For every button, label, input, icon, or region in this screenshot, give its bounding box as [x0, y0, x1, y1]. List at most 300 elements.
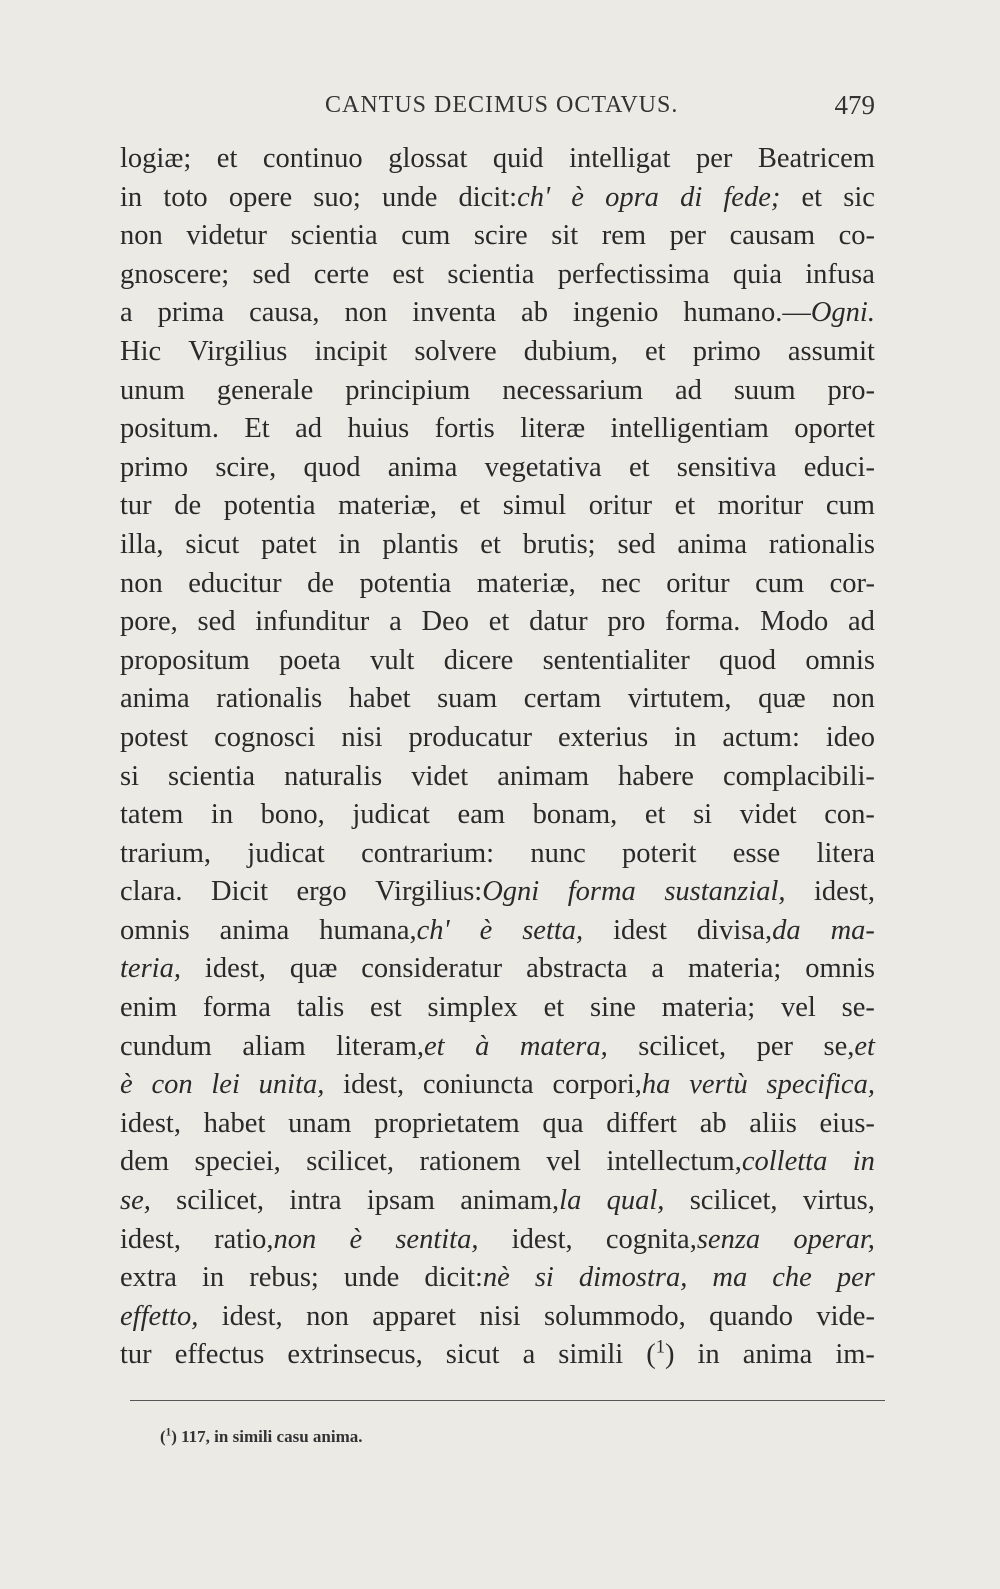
word: rationalis: [768, 528, 875, 560]
word: positum.: [120, 413, 219, 445]
word: vel: [780, 992, 816, 1024]
word: materia;: [687, 953, 782, 985]
word: ab: [699, 1107, 727, 1139]
word: certe: [313, 258, 370, 290]
word: Hic: [120, 335, 162, 367]
word: et: [628, 451, 650, 483]
footnote: ($^1$) 117, in simili casu anima.: [160, 1426, 363, 1446]
word: vegetativa: [484, 451, 602, 483]
word: omnis: [805, 953, 875, 985]
word: effetto,: [120, 1300, 199, 1332]
page-header: [120, 92, 875, 128]
word: et: [543, 992, 565, 1024]
word: perfectissima: [557, 258, 710, 290]
word: causa,: [249, 297, 320, 329]
word: divisa,da: [696, 914, 801, 946]
word: simul: [502, 490, 567, 522]
word: sicut: [185, 528, 240, 560]
word: anima: [677, 528, 747, 560]
word: patet: [261, 528, 317, 560]
word: scientia: [168, 760, 256, 792]
word: quando: [709, 1300, 793, 1332]
word: rem: [601, 220, 647, 252]
word: forma: [202, 992, 271, 1024]
word: co-: [838, 220, 875, 252]
word: quid: [492, 143, 544, 174]
word: virtutem,: [627, 683, 732, 715]
word: sed: [617, 528, 656, 560]
word: nisi: [479, 1300, 521, 1332]
word: vide-: [816, 1300, 875, 1332]
word: intelligat: [569, 143, 671, 174]
word: sed: [252, 258, 291, 290]
word: quæ: [289, 953, 338, 985]
word: et: [459, 490, 481, 522]
word: fortis: [434, 413, 495, 445]
text-line: [120, 410, 875, 449]
word: toto: [163, 181, 208, 213]
footnote-text: 117, in simili casu anima.: [176, 1427, 363, 1446]
word: setta,: [522, 914, 584, 946]
word: unde: [381, 181, 438, 213]
word: unita,: [258, 1069, 325, 1101]
page-number: 479: [834, 90, 875, 120]
word: vertù: [689, 1069, 748, 1101]
word: de: [307, 567, 335, 599]
text-line: [120, 1028, 875, 1067]
word: brutis;: [522, 528, 596, 560]
word: a: [389, 606, 402, 638]
body-text: [120, 140, 875, 1375]
word: coniuncta: [422, 1069, 534, 1101]
word: exterius: [557, 721, 649, 753]
word: cor-: [829, 567, 875, 599]
word: huius: [347, 413, 410, 445]
word: scilicet,: [638, 1030, 727, 1062]
word: ipsam: [366, 1185, 435, 1217]
word: intra: [289, 1185, 342, 1217]
word: pro-: [827, 374, 875, 406]
text-line: [120, 179, 875, 218]
word: literam,et: [336, 1030, 445, 1062]
word: apparet: [372, 1300, 457, 1332]
word: naturalis: [284, 760, 383, 792]
word: infunditur: [255, 606, 370, 638]
word: propositum: [120, 644, 250, 676]
word: anima: [120, 683, 190, 715]
word: Virgilius: [188, 335, 288, 367]
word: clara.: [120, 876, 183, 908]
word: infusa: [805, 258, 875, 290]
word: in: [852, 1146, 875, 1178]
word: bono,: [260, 799, 325, 831]
word: potentia: [359, 567, 452, 599]
word: teria,: [120, 953, 181, 985]
word: extrinsecus,: [287, 1339, 423, 1371]
word: quod: [719, 644, 777, 676]
word: con: [151, 1069, 193, 1101]
word: dubium,: [523, 335, 618, 367]
word: ad: [295, 413, 323, 445]
word: materiæ,: [476, 567, 576, 599]
text-line: [120, 680, 875, 719]
word: in: [202, 1262, 225, 1294]
word: idest,: [343, 1069, 405, 1101]
word: logiæ;: [120, 143, 192, 174]
word: et: [644, 799, 666, 831]
word: solvere: [414, 335, 497, 367]
word: inventa: [412, 297, 497, 329]
word: a: [651, 953, 664, 985]
text-line: [120, 217, 875, 256]
footnote-rule: [130, 1400, 885, 1401]
word: rebus;: [249, 1262, 319, 1294]
word: sit: [551, 220, 579, 252]
text-line: [120, 758, 875, 797]
word: matera,: [519, 1030, 608, 1062]
text-line: [120, 1143, 875, 1182]
word: scilicet,: [689, 1185, 778, 1217]
word: extra: [120, 1262, 177, 1294]
word: non: [120, 567, 163, 599]
word: est: [392, 258, 425, 290]
word: unam: [288, 1107, 352, 1139]
word: non: [832, 683, 875, 715]
word: potest: [120, 721, 189, 753]
word: Modo: [760, 606, 829, 638]
text-line: [120, 140, 875, 179]
word: se-: [841, 992, 875, 1024]
word: im-: [835, 1339, 875, 1371]
word: à: [475, 1030, 490, 1062]
word: se,et: [823, 1030, 875, 1062]
word: certam: [523, 683, 602, 715]
word: ($^1$): [646, 1336, 675, 1371]
word: et: [488, 606, 510, 638]
word: non: [344, 297, 388, 329]
word: et: [480, 528, 501, 560]
word: Beatricem: [757, 143, 875, 174]
text-line: [120, 526, 875, 565]
word: idest,: [511, 1223, 573, 1255]
text-line: [120, 294, 875, 333]
text-line: [120, 603, 875, 642]
word: enim: [120, 992, 177, 1024]
text-line: [120, 1259, 875, 1298]
word: quæ: [758, 683, 806, 715]
text-line: [120, 1336, 875, 1375]
word: eius-: [819, 1107, 875, 1139]
word: aliam: [242, 1030, 306, 1062]
word: scientia: [447, 258, 535, 290]
word: non: [306, 1300, 349, 1332]
footnote-marker: 1: [165, 1426, 172, 1439]
word: proprietatem: [374, 1107, 520, 1139]
word: in: [210, 799, 234, 831]
word: fede;: [723, 181, 781, 213]
word: aliis: [749, 1107, 797, 1139]
word: ingenio: [572, 297, 659, 329]
word: humana,ch': [319, 914, 450, 946]
word: nisi: [341, 721, 383, 753]
word: et: [216, 143, 238, 174]
word: con-: [824, 799, 875, 831]
word: pro: [607, 606, 646, 638]
word: suo;: [313, 181, 361, 213]
word: et: [801, 181, 823, 213]
word: est: [370, 992, 402, 1024]
word: scilicet,: [306, 1146, 395, 1178]
text-line: [120, 989, 875, 1028]
word: abstracta: [526, 953, 628, 985]
word: gnoscere;: [120, 258, 230, 290]
word: sustanzial,: [664, 876, 786, 908]
word: si: [120, 760, 140, 792]
word: primo: [120, 451, 189, 483]
word: se,: [120, 1185, 151, 1217]
word: ad: [675, 374, 702, 406]
word: opere: [228, 181, 293, 213]
word: dimostra,: [578, 1262, 688, 1294]
word: animam: [497, 760, 590, 792]
word: videt: [739, 799, 797, 831]
word: specifica,: [766, 1069, 875, 1101]
word: cum: [755, 567, 805, 599]
word: moritur: [717, 490, 804, 522]
word: in: [674, 721, 697, 753]
word: rationalis: [216, 683, 323, 715]
word: principium: [345, 374, 471, 406]
word: Virgilius:Ogni: [375, 876, 540, 908]
word: qua: [542, 1107, 584, 1139]
word: opra: [605, 181, 659, 213]
text-line: [120, 372, 875, 411]
word: assumit: [787, 335, 875, 367]
word: vel: [546, 1146, 582, 1178]
word: Dicit: [211, 876, 268, 908]
word: cum: [825, 490, 875, 522]
word: materiæ,: [338, 490, 438, 522]
word: oritur: [666, 567, 730, 599]
text-line: [120, 487, 875, 526]
word: anima: [742, 1339, 813, 1371]
word: cundum: [120, 1030, 212, 1062]
word: idest: [613, 914, 667, 946]
text-line: [120, 333, 875, 372]
word: poeta: [279, 644, 341, 676]
word: per: [669, 220, 706, 252]
word: scire,: [215, 451, 277, 483]
word: literæ: [520, 413, 586, 445]
word: unde: [343, 1262, 400, 1294]
text-line: [120, 256, 875, 295]
word: si: [693, 799, 713, 831]
word: quod: [303, 451, 361, 483]
word: in: [120, 181, 143, 213]
word: è: [571, 181, 584, 213]
word: oportet: [794, 413, 875, 445]
word: educi-: [803, 451, 875, 483]
word: ideo: [825, 721, 875, 753]
text-line: [120, 1066, 875, 1105]
word: cognita,senza: [605, 1223, 761, 1255]
word: contrarium:: [361, 837, 495, 869]
word: videtur: [186, 220, 268, 252]
word: primo: [692, 335, 761, 367]
word: consideratur: [361, 953, 503, 985]
word: per: [756, 1030, 794, 1062]
text-line: [120, 1298, 875, 1337]
word: nec: [601, 567, 641, 599]
text-line: [120, 642, 875, 681]
word: causam: [729, 220, 816, 252]
word: sentita,: [395, 1223, 479, 1255]
text-line: [120, 835, 875, 874]
word: operar,: [793, 1223, 875, 1255]
word: rationem: [419, 1146, 521, 1178]
word: per: [836, 1262, 875, 1294]
word: materia;: [661, 992, 756, 1024]
word: bonam,: [532, 799, 618, 831]
word: dicit:nè: [424, 1262, 510, 1294]
word: et: [645, 335, 666, 367]
word: ergo: [296, 876, 347, 908]
word: suam: [437, 683, 498, 715]
word: forma.: [665, 606, 741, 638]
word: forma: [567, 876, 636, 908]
word: dicere: [443, 644, 514, 676]
word: poterit: [622, 837, 697, 869]
word: illa,: [120, 528, 164, 560]
word: ma: [712, 1262, 748, 1294]
word: judicat: [352, 799, 430, 831]
word: cognosci: [214, 721, 316, 753]
word: sic: [843, 181, 875, 213]
word: scire: [473, 220, 528, 252]
word: de: [174, 490, 202, 522]
word: intellectum,colletta: [606, 1146, 828, 1178]
word: habet: [348, 683, 411, 715]
word: omnis: [805, 644, 875, 676]
text-line: [120, 912, 875, 951]
word: incipit: [314, 335, 388, 367]
word: et: [674, 490, 696, 522]
word: simili: [558, 1339, 624, 1371]
word: continuo: [262, 143, 363, 174]
word: è: [479, 914, 493, 946]
word: unum: [120, 374, 185, 406]
word: qual,: [606, 1185, 665, 1217]
word: simplex: [427, 992, 518, 1024]
word: è: [349, 1223, 363, 1255]
word: di: [680, 181, 703, 213]
word: che: [772, 1262, 812, 1294]
word: litera: [816, 837, 875, 869]
word: esse: [732, 837, 781, 869]
word: effectus: [174, 1339, 265, 1371]
text-line: [120, 565, 875, 604]
word: si: [534, 1262, 554, 1294]
word: vult: [370, 644, 415, 676]
word: a: [120, 297, 133, 329]
word: Deo: [421, 606, 469, 638]
word: speciei,: [194, 1146, 281, 1178]
word: differt: [606, 1107, 677, 1139]
word: nunc: [530, 837, 586, 869]
word: lei: [211, 1069, 240, 1101]
word: trarium,: [120, 837, 212, 869]
word: tur: [120, 490, 152, 522]
word: non: [120, 220, 163, 252]
text-line: [120, 873, 875, 912]
word: quia: [732, 258, 782, 290]
word: a: [522, 1339, 536, 1371]
word: anima: [387, 451, 458, 483]
text-line: [120, 1221, 875, 1260]
word: idest,: [204, 953, 266, 985]
word: idest,: [221, 1300, 283, 1332]
word: sine: [590, 992, 636, 1024]
word: talis: [296, 992, 345, 1024]
word: actum:: [722, 721, 800, 753]
word: suum: [733, 374, 796, 406]
word: per: [695, 143, 733, 174]
word: habere: [618, 760, 694, 792]
word: scientia: [290, 220, 378, 252]
word: solummodo,: [543, 1300, 686, 1332]
word: humano.—Ogni.: [683, 297, 875, 329]
word: educitur: [188, 567, 282, 599]
word: intelligentiam: [610, 413, 769, 445]
word: ab: [521, 297, 548, 329]
word: tur: [120, 1339, 152, 1371]
word: idest,: [814, 876, 875, 908]
word: ma-: [830, 914, 875, 946]
word: idest,: [120, 1223, 181, 1255]
text-line: [120, 1182, 875, 1221]
word: sensitiva: [676, 451, 777, 483]
word: in: [697, 1339, 720, 1371]
word: generale: [216, 374, 314, 406]
word: judicat: [247, 837, 325, 869]
running-head: CANTUS DECIMUS OCTAVUS.: [325, 92, 679, 118]
word: necessarium: [502, 374, 644, 406]
word: sententialiter: [542, 644, 690, 676]
word: idest,: [120, 1107, 181, 1139]
word: dicit:ch': [458, 181, 551, 213]
word: dem: [120, 1146, 170, 1178]
word: glossat: [388, 143, 468, 174]
word: è: [120, 1069, 133, 1101]
word: tatem: [120, 799, 184, 831]
word: sed: [197, 606, 236, 638]
word: producatur: [408, 721, 532, 753]
text-line: [120, 1105, 875, 1144]
word: complacibili-: [722, 760, 875, 792]
word: in: [338, 528, 361, 560]
word: omnis: [120, 914, 190, 946]
word: potentia: [223, 490, 316, 522]
word: videt: [411, 760, 469, 792]
word: cum: [401, 220, 451, 252]
word: sicut: [445, 1339, 500, 1371]
word: habet: [203, 1107, 266, 1139]
word: plantis: [382, 528, 459, 560]
word: anima: [219, 914, 290, 946]
text-line: [120, 950, 875, 989]
word: eam: [457, 799, 506, 831]
word: corpori,ha: [552, 1069, 671, 1101]
